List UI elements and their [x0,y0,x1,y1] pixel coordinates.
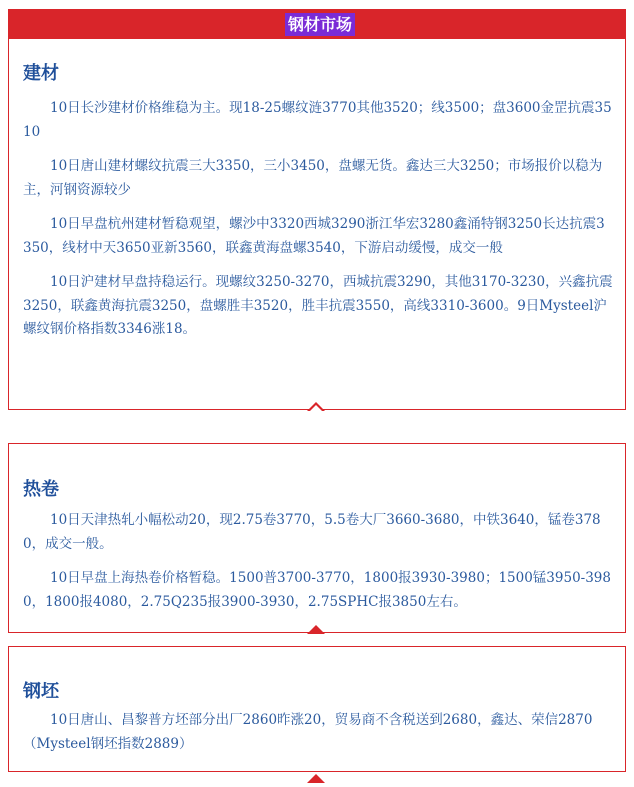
section-gangpi [8,646,626,772]
section-rejuan [8,443,626,633]
triangle-decoration-icon [307,774,325,783]
paragraph: 10日天津热轧小幅松动20，现2.75卷3770，5.5卷大厂3660-3680，中铁3640，锰卷3780，成交一般。 [23,512,601,552]
section-body [23,709,613,756]
triangle-decoration-icon [307,402,325,411]
triangle-decoration-icon [307,625,325,634]
section-title: 热卷 [23,479,59,500]
section-title: 钢坯 [23,681,59,702]
section-body [23,509,613,614]
section-jiancai [8,39,626,410]
paragraph: 10日早盘杭州建材暂稳观望，螺沙中3320西城3290浙江华宏3280鑫涌特钢3250长达抗震3350，线材中天3650亚新3560，联鑫黄海盘螺3540，下游启动缓慢，成交一般 [23,216,605,256]
page-title: 钢材市场 [285,13,355,36]
paragraph: 10日唐山、昌黎普方坯部分出厂2860昨涨20，贸易商不含税送到2680，鑫达、荣信2870（Mysteel钢坯指数2889） [23,712,593,752]
section-body [23,97,613,342]
paragraph: 10日长沙建材价格维稳为主。现18-25螺纹涟3770其他3520；线3500；盘3600金罡抗震3510 [23,100,612,140]
paragraph: 10日早盘上海热卷价格暂稳。1500普3700-3770，1800报3930-3980；1500锰3950-3980，1800报4080，2.75Q235报3900-3930，2.75SPHC报3850左右。 [23,570,611,610]
paragraph: 10日沪建材早盘持稳运行。现螺纹3250-3270，西城抗震3290，其他3170-3230，兴鑫抗震3250，联鑫黄海抗震3250，盘螺胜丰3520，胜丰抗震3550，高线3310-3600。9日Mysteel沪螺纹钢价格指数3346涨18。 [23,274,613,337]
header-bar [8,9,626,39]
paragraph: 10日唐山建材螺纹抗震三大3350，三小3450，盘螺无货。鑫达三大3250；市场报价以稳为主，河钢资源较少 [23,158,603,198]
section-title: 建材 [23,63,59,84]
